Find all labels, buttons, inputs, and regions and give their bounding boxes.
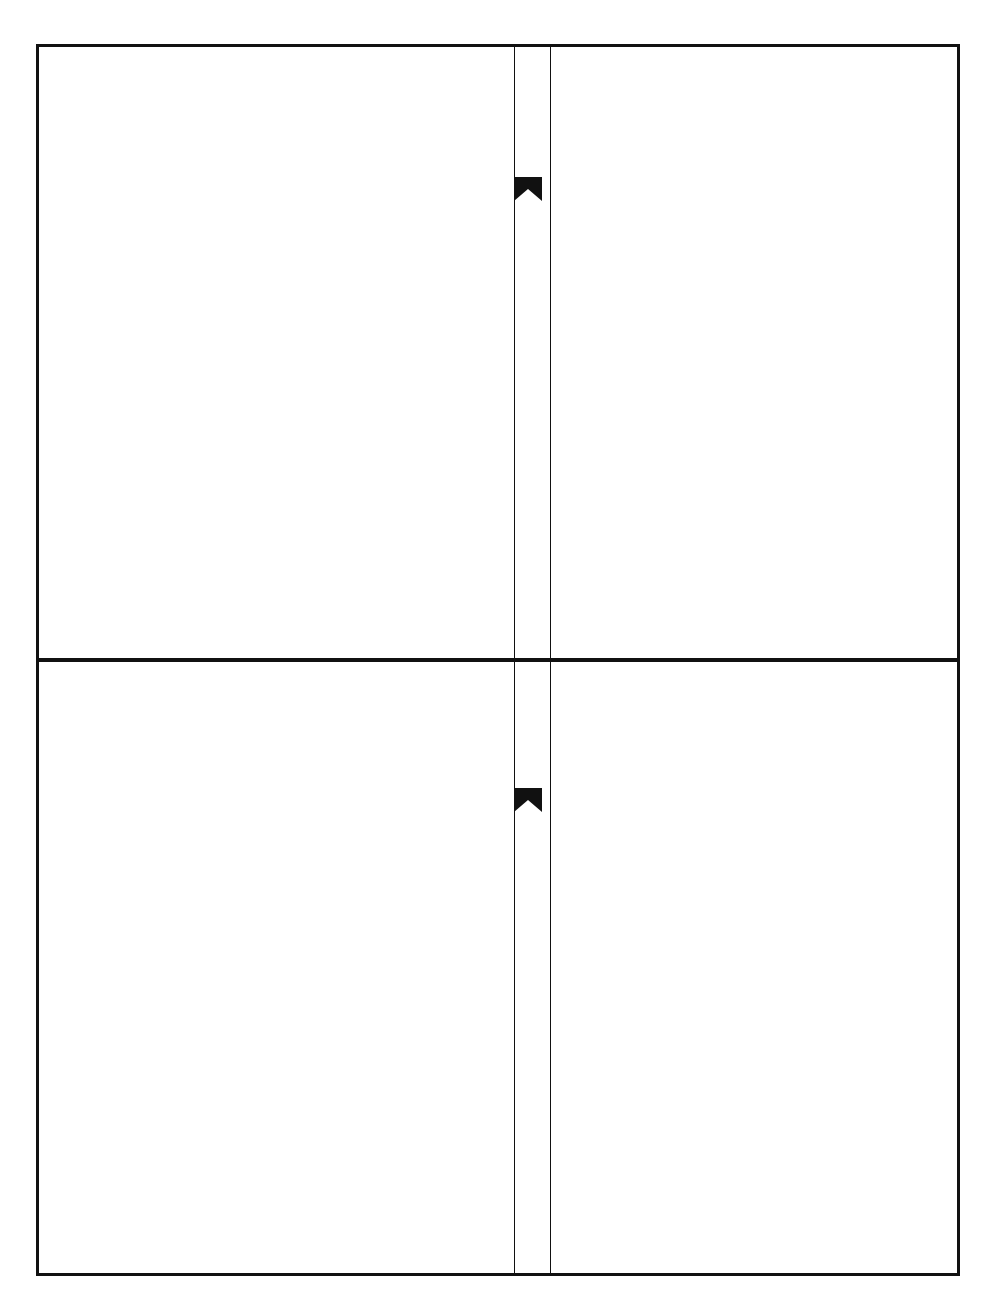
- fish-tail-mark-icon: [510, 175, 546, 203]
- bottom-page: [39, 662, 957, 1273]
- fish-tail-mark-icon: [510, 786, 546, 814]
- page-frame: [36, 44, 960, 1276]
- top-gutter: [510, 47, 552, 658]
- top-page: [39, 47, 957, 658]
- bottom-gutter: [510, 662, 552, 1273]
